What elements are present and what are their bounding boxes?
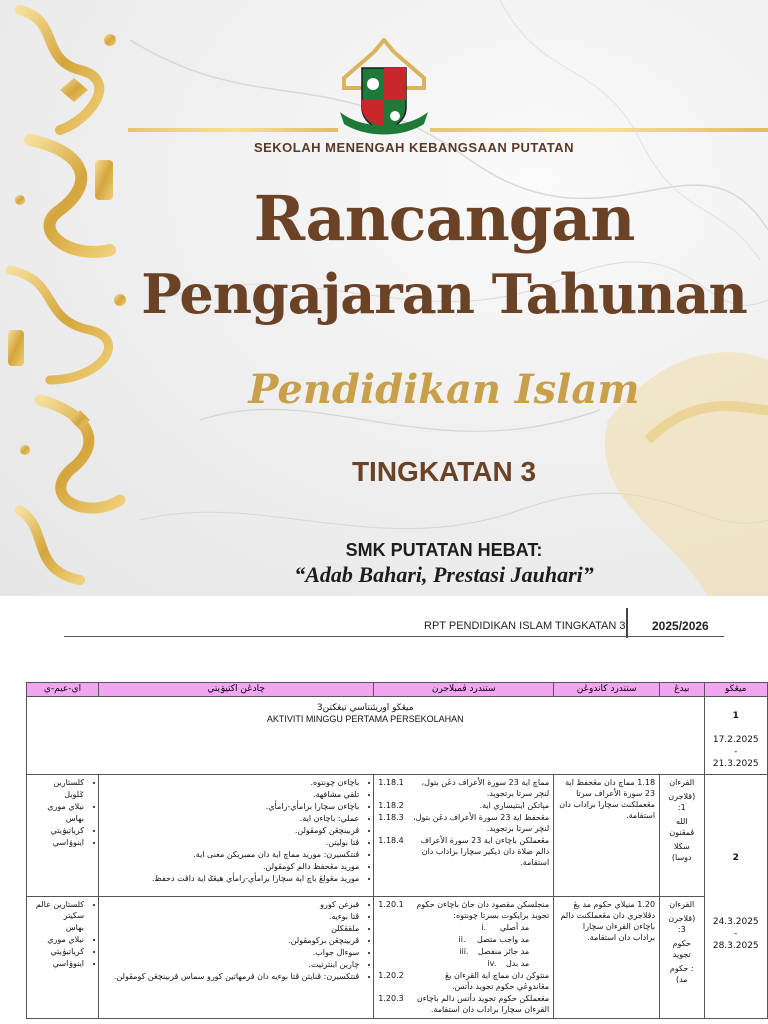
activity-item: • عملي: باچاءن اية. — [103, 813, 359, 824]
orientation-title-jawi: ميڠڬو اوريئنتاسي تيڠکتن3 — [316, 703, 414, 713]
learning-standard-item: مماچ اية 23 سورة الأعراف دڠن بتول، لنچر سرتا برتجويد. 1.18.1 — [378, 778, 550, 798]
table-header-row — [27, 683, 768, 697]
activity-item: • موريد مڠحفظ دالم کومڤولن. — [103, 861, 359, 872]
week-date-to: 21.3.2025 — [712, 759, 759, 769]
learning-standard-cell — [374, 897, 554, 1019]
activity-cell — [99, 897, 374, 1019]
activity-item: • ملقڤکلن — [103, 923, 359, 934]
area-text: (قلاجرن 3: — [668, 914, 696, 934]
area-text: الله ڤمڤنون — [669, 817, 695, 837]
eme-cell — [27, 897, 99, 1019]
cover-title-line-1: Rancangan — [253, 182, 635, 255]
table-row — [27, 897, 768, 1019]
area-cell — [660, 775, 704, 897]
activity-item: • ڤنتکسيرن: ڤنايتن ڤتا بوءيه دان ڤرمهاتين کورو سماس ڤربينچڠن کومڤولن. — [103, 971, 359, 982]
activity-item: • ڤتا بوءيه. — [103, 911, 359, 922]
gold-divider-right — [430, 128, 768, 132]
eme-item: • اينوۏاسي — [31, 958, 84, 969]
content-standard-cell: 1.20 منيلاي حکوم مد يڠ دڤلاجري دان مڠعملکنث دالم باچاءن القرءان سچارا براداب دان استقامة. — [554, 897, 660, 1019]
week-number: 1 — [732, 711, 739, 721]
eme-cell — [27, 775, 99, 897]
orientation-title-rumi: AKTIVITI MINGGU PERTAMA PERSEKOLAHAN — [266, 714, 464, 724]
table-row-orientation — [27, 697, 768, 775]
activity-item: • قبرغن کورو — [103, 899, 359, 910]
learning-standard-item: مڽاتکن اينتيساري اية. 1.18.2 — [378, 801, 550, 810]
sub-item: مد واجب متصل ii. — [458, 935, 530, 944]
header-content-standard: ستندرد کاندوڠن — [554, 683, 660, 697]
area-text: : حکوم مد) — [669, 964, 694, 984]
activity-item: • موريد مڠولڠ باچ اية سچارا برامأي-رامأي هيڠݢ اية داڤت دحفظ. — [103, 873, 359, 884]
sub-item: مد أصلي i. — [481, 923, 530, 932]
sub-item: مد بدل iv. — [487, 959, 530, 968]
activity-item: • ڤربينچڠن برکومڤولن. — [103, 935, 359, 946]
document-header — [0, 608, 768, 638]
eme-item: • نيلاي موري — [31, 801, 84, 812]
eme-item: بهاس — [65, 814, 85, 823]
eme-item: • کرياتيۏيتي — [31, 825, 84, 836]
header-underline — [64, 636, 724, 637]
eme-item: • کلستارين عالم سکيتر — [31, 899, 84, 921]
header-learning-standard: ستندرد ڤمبلاجرن — [374, 683, 554, 697]
activity-item: • ڤربينچڠن کومڤولن. — [103, 825, 359, 836]
table-row — [27, 775, 768, 897]
learning-standard-item: مڠعملکن باچاءن اية 23 سورة الأعراف دالم صلاة دان ذيکير سچارا براداب دان استقامة. 1.18.4 — [378, 836, 550, 867]
week-date-separator: - — [734, 929, 738, 939]
cover-title-line-2: Pengajaran Tahunan — [141, 262, 747, 326]
area-cell — [660, 897, 704, 1019]
header-area: بيدڠ — [660, 683, 704, 697]
area-text: سکلا دوسا) — [671, 842, 692, 862]
week-number: 2 — [732, 853, 739, 863]
school-name: SEKOLAH MENENGAH KEBANGSAAN PUTATAN — [253, 140, 575, 155]
learning-standard-cell — [374, 775, 554, 897]
activity-cell — [99, 775, 374, 897]
sub-item: مد جائز منفصل iii. — [459, 947, 530, 956]
area-text: القرءان — [669, 900, 695, 909]
area-text: حکوم تجويد — [672, 939, 691, 959]
calligraphy-ornament-left — [0, 0, 140, 596]
activity-item: • تلقي مشافهة. — [103, 789, 359, 800]
learning-standard-item: منجلسکن مقصود دان جاڽ باچاءن حکوم تجويد برايکوت بسرتا چونتوه: 1.20.1 — [378, 900, 550, 920]
learning-standard-item: مڠعملکن حکوم تجويد دأتس دالم باچاءن القرءان سچارا براداب دان استقامة. 1.20.3 — [378, 994, 550, 1014]
week-date-to: 28.3.2025 — [712, 941, 759, 951]
header-activity: چادڠن اکتيۏيتي — [99, 683, 374, 697]
subject-title: Pendidikan Islam — [248, 366, 640, 413]
header-divider — [626, 608, 628, 638]
motto-label: SMK PUTATAN HEBAT: — [345, 540, 543, 560]
activity-item: • سوءال جواب. — [103, 947, 359, 958]
week-date-from: 17.2.2025 — [712, 735, 759, 745]
area-text: (قلاجرن 1: — [668, 792, 696, 812]
header-eme: اي-عيم-ي — [27, 683, 99, 697]
lesson-plan-table — [26, 682, 768, 1019]
eme-item: • اينوۏاسي — [31, 837, 84, 848]
eme-item: ݢلوبل — [64, 790, 85, 799]
eme-item: • کلستارين — [31, 777, 84, 788]
week-date-separator: - — [734, 747, 738, 757]
level-title: TINGKATAN 3 — [351, 456, 537, 487]
eme-item: • نيلاي موري — [31, 934, 84, 945]
learning-standard-item: مڠحفظ اية 23 سورة الأعراف دڠن بتول، لنچر سرتا برتجويد. 1.18.3 — [378, 813, 550, 833]
eme-item: • کرياتيۏيتي — [31, 946, 84, 957]
school-crest-logo — [332, 38, 436, 138]
eme-item: بهاس — [65, 923, 85, 932]
document-header-year: 2025/2026 — [652, 619, 709, 633]
activity-item: • باچاءن چونتوه. — [103, 777, 359, 788]
motto-text: “Adab Bahari, Prestasi Jauhari” — [294, 562, 594, 587]
orientation-cell — [27, 697, 705, 775]
learning-standard-item: منتوکن دان مماچ اية القرءان يڠ مڠاندوڠي حکوم تجويد دأتس. 1.20.2 — [378, 971, 550, 991]
activity-item: • ڤنتکسيرن: موريد مماچ اية دان ممبريکن معنى اية. — [103, 849, 359, 860]
activity-item: • باچاءن سچارا برامأي-رامأي. — [103, 801, 359, 812]
gold-divider-left — [128, 128, 338, 132]
area-text: القرءان — [669, 778, 695, 787]
activity-item: • ڤتا بوليتن. — [103, 837, 359, 848]
week-cell — [704, 775, 768, 1019]
content-standard-cell: 1.18 مماچ دان مڠحفظ اية 23 سورة الأعراف سرتا مڠعملکنث سچارا براداب دان استقامة. — [554, 775, 660, 897]
header-week: ميڠڬو — [704, 683, 768, 697]
week-cell — [704, 697, 768, 775]
week-date-from: 24.3.2025 — [712, 917, 759, 927]
document-header-title: RPT PENDIDIKAN ISLAM TINGKATAN 3 — [424, 620, 626, 632]
activity-item: • چارين اينترنيت. — [103, 959, 359, 970]
